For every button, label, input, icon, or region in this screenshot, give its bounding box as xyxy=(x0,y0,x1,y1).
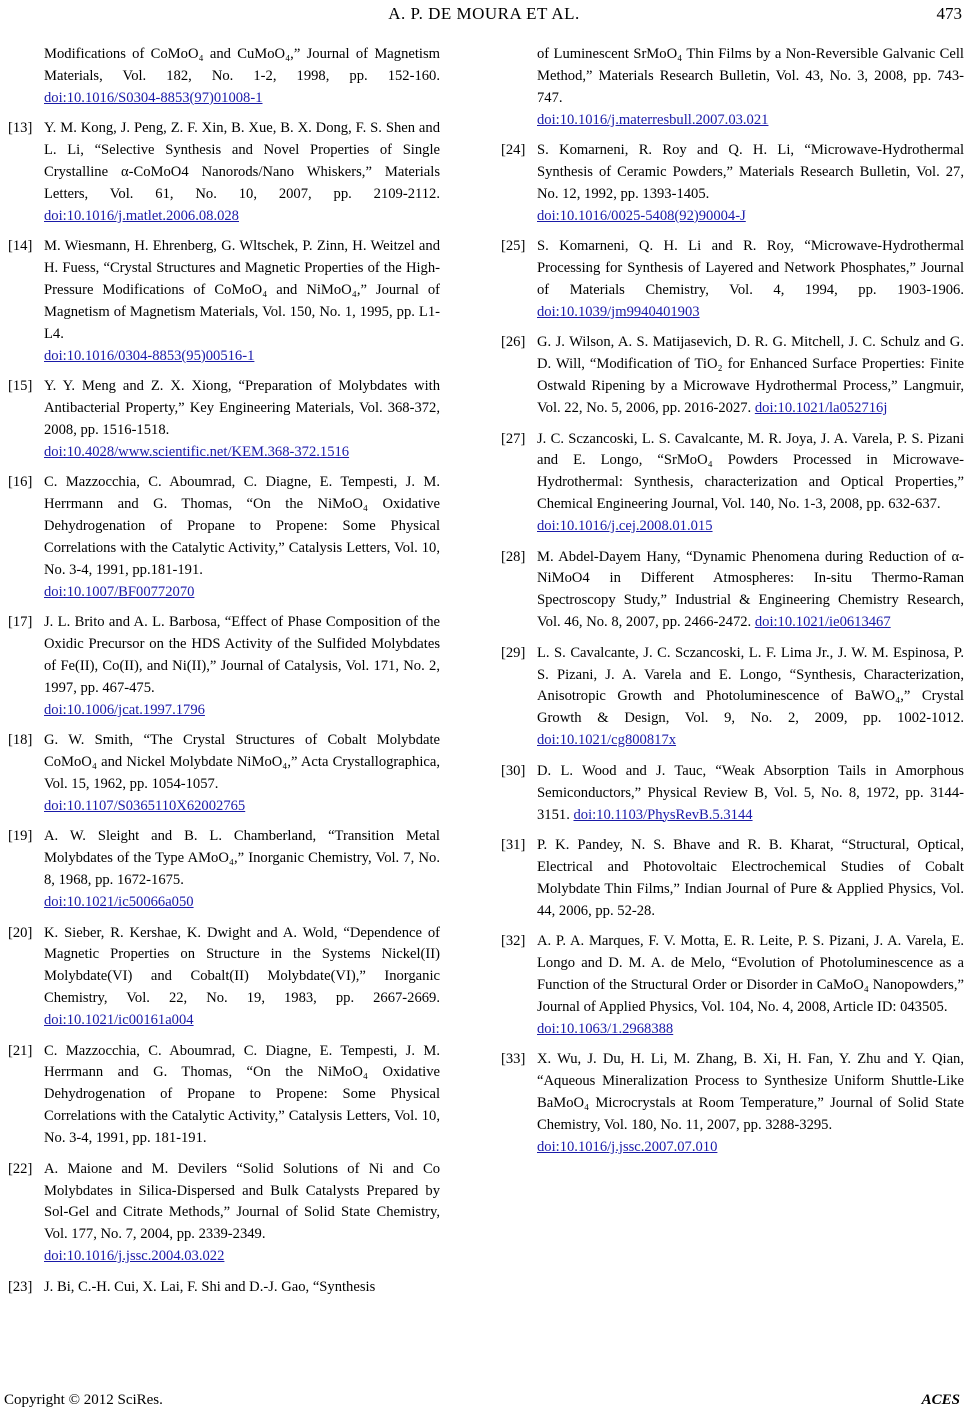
reference-entry xyxy=(8,44,440,110)
reference-number: [22] xyxy=(8,1160,33,1177)
reference-text: M. Abdel-Dayem Hany, “Dynamic Phenomena during Reduction of α-NiMoO4 in Different Atmospheres: In-situ Thermo-Raman Spectroscopy Study,” Industrial & Engineering Chemistry Research, Vol. 46, No. 8, 2007, pp. 2466-2472. xyxy=(537,548,964,631)
reference-entry xyxy=(501,44,964,132)
doi-link[interactable]: doi:10.1016/S0304-8853(97)01008-1 xyxy=(44,89,263,106)
reference-entry xyxy=(8,1159,440,1269)
reference-number: [32] xyxy=(501,933,526,950)
reference-number: [30] xyxy=(501,762,526,779)
reference-number: [15] xyxy=(8,378,33,395)
running-head: A. P. DE MOURA ET AL. xyxy=(388,4,580,23)
copyright-notice: Copyright © 2012 SciRes. xyxy=(4,1392,163,1408)
reference-entry xyxy=(501,236,964,324)
reference-text: A. Maione and M. Devilers “Solid Solutions of Ni and Co Molybdates in Silica-Dispersed and Bulk Catalysts Prepared by Sol-Gel and Citrate Methods,” Journal of Solid State Chemistry, Vol. 177, No. 7, 2004, pp. 2339-2349. xyxy=(44,1160,440,1243)
doi-link[interactable]: doi:10.1021/cg800817x xyxy=(537,732,677,749)
doi-link[interactable]: doi:10.1016/0025-5408(92)90004-J xyxy=(537,207,746,224)
reference-text: G. W. Smith, “The Crystal Structures of Cobalt Molybdate CoMoO₄ and Nickel Molybdate NiMoO₄,” Acta Crystallographica, Vol. 15, 1962, pp. 1054-1057. xyxy=(44,732,440,793)
page-number: 473 xyxy=(936,4,962,23)
reference-text: X. Wu, J. Du, H. Li, M. Zhang, B. Xi, H. Fan, Y. Zhu and Y. Qian, “Aqueous Mineralization Process to Synthesize Uniform Shuttle-Like BaMoO₄ Microcrystals at Room Temperature,” Journal of Solid State Chemistry, Vol. 180, No. 11, 2007, pp. 3288-3295. xyxy=(537,1051,964,1133)
journal-abbreviation: ACES xyxy=(921,1392,960,1408)
reference-number: [33] xyxy=(501,1051,526,1068)
reference-text: J. L. Brito and A. L. Barbosa, “Effect of Phase Composition of the Oxidic Precursor on the HDS Activity of the Sulfided Molybdates of Fe(II), Co(II), and Ni(II),” Journal of Catalysis, Vol. 171, No. 2, 1997, pp. 467-475. xyxy=(44,614,440,696)
reference-number: [18] xyxy=(8,732,33,749)
reference-entry xyxy=(501,547,964,635)
reference-entry xyxy=(8,118,440,228)
reference-entry xyxy=(501,643,964,753)
reference-text: S. Komarneni, Q. H. Li and R. Roy, “Microwave-Hydrothermal Processing for Synthesis of Layered and Network Phosphates,” Journal of Materials Chemistry, Vol. 4, 1994, pp. 1903-1906. xyxy=(537,238,964,299)
reference-number: [25] xyxy=(501,238,526,255)
reference-number: [31] xyxy=(501,836,526,853)
reference-entry xyxy=(501,1049,964,1159)
reference-entry xyxy=(8,1041,440,1151)
references-right-column xyxy=(501,44,964,1167)
reference-entry xyxy=(8,612,440,722)
doi-link[interactable]: doi:10.1006/jcat.1997.1796 xyxy=(44,701,205,718)
reference-text: Y. M. Kong, J. Peng, Z. F. Xin, B. Xue, B. X. Dong, F. S. Shen and L. Li, “Selective Synthesis and Novel Properties of Single Crystalline α-CoMoO4 Nanorods/Nano Whiskers,” Materials Letters, Vol. 61, No. 10, 2007, pp. 2109-2112. xyxy=(44,120,440,202)
doi-link[interactable]: doi:10.1039/jm9940401903 xyxy=(537,303,700,320)
doi-link[interactable]: doi:10.1103/PhysRevB.5.3144 xyxy=(573,806,753,823)
reference-text: J. Bi, C.-H. Cui, X. Lai, F. Shi and D.-J. Gao, “Synthesis xyxy=(44,1278,376,1295)
reference-text: C. Mazzocchia, C. Aboumrad, C. Diagne, E. Tempesti, J. M. Herrmann and G. Thomas, “On the NiMoO₄ Oxidative Dehydrogenation of Propane to Propene: Some Physical Correlations with the Catalytic Activity,” Catalysis Letters, Vol. 10, No. 3-4, 1991, pp.181-191. xyxy=(44,474,440,578)
reference-entry xyxy=(8,730,440,818)
reference-entry xyxy=(501,835,964,923)
reference-text: A. W. Sleight and B. L. Chamberland, “Transition Metal Molybdates of the Type AMoO₄,” Inorganic Chemistry, Vol. 7, No. 8, 1968, pp. 1672-1675. xyxy=(44,828,440,889)
reference-number: [27] xyxy=(501,430,526,447)
reference-entry xyxy=(501,140,964,228)
reference-number: [24] xyxy=(501,142,526,159)
reference-number: [16] xyxy=(8,474,33,491)
reference-entry xyxy=(501,429,964,539)
reference-text: A. P. A. Marques, F. V. Motta, E. R. Leite, P. S. Pizani, J. A. Varela, E. Longo and D. M. A. de Melo, “Evolution of Photoluminescence as a Function of the Structural Order or Disorder in CaMoO₄ Nanopowders,” Journal of Applied Physics, Vol. 104, No. 4, 2008, Article ID: 043505. xyxy=(537,933,964,1015)
reference-number: [28] xyxy=(501,548,526,565)
reference-entry xyxy=(8,923,440,1033)
reference-number: [23] xyxy=(8,1278,33,1295)
reference-text: Modifications of CoMoO₄ and CuMoO₄,” Journal of Magnetism Materials, Vol. 182, No. 1-2, 1998, pp. 152-160. xyxy=(44,46,440,84)
reference-text: M. Wiesmann, H. Ehrenberg, G. Wltschek, P. Zinn, H. Weitzel and H. Fuess, “Crystal Structures and Magnetic Properties of the High-Pressure Modifications of CoMoO₄ and NiMoO₄,” Journal of Magnetism of Magnetism Materials, Vol. 150, No. 1, 1995, pp. L1-L4. xyxy=(44,238,440,342)
doi-link[interactable]: doi:10.1063/1.2968388 xyxy=(537,1020,674,1037)
doi-link[interactable]: doi:10.1021/ic00161a004 xyxy=(44,1012,194,1029)
reference-number: [29] xyxy=(501,644,526,661)
reference-text: P. K. Pandey, N. S. Bhave and R. B. Kharat, “Structural, Optical, Electrical and Photovoltaic Electrochemical Studies of Cobalt Molybdate Thin Films,” Indian Journal of Pure & Applied Physics, Vol. 44, 2006, pp. 52-28. xyxy=(537,836,964,919)
reference-number: [20] xyxy=(8,924,33,941)
reference-number: [14] xyxy=(8,238,33,255)
doi-link[interactable]: doi:10.1021/ie0613467 xyxy=(754,614,891,631)
reference-text: J. C. Sczancoski, L. S. Cavalcante, M. R. Joya, J. A. Varela, P. S. Pizani and E. Longo, “SrMoO₄ Powders Processed in Microwave-Hydrothermal: Synthesis, characterization and Optical Properties,” Chemical Engineering Journal, Vol. 140, No. 1-3, 2008, pp. 632-637. xyxy=(537,430,964,513)
reference-entry xyxy=(8,1277,440,1299)
reference-number: [21] xyxy=(8,1042,33,1059)
doi-link[interactable]: doi:10.1016/j.matlet.2006.08.028 xyxy=(44,207,239,224)
doi-link[interactable]: doi:10.1107/S0365110X62002765 xyxy=(44,798,246,814)
reference-text: of Luminescent SrMoO₄ Thin Films by a Non-Reversible Galvanic Cell Method,” Materials Research Bulletin, Vol. 43, No. 3, 2008, pp. 743-747. xyxy=(537,46,964,106)
reference-entry xyxy=(8,376,440,464)
doi-link[interactable]: doi:10.1021/la052716j xyxy=(754,400,888,417)
doi-link[interactable]: doi:10.1007/BF00772070 xyxy=(44,583,195,600)
doi-link[interactable]: doi:10.1021/ic50066a050 xyxy=(44,894,194,911)
reference-text: D. L. Wood and J. Tauc, “Weak Absorption Tails in Amorphous Semiconductors,” Physical Review B, Vol. 5, No. 8, 1972, pp. 3144-3151. xyxy=(537,762,964,823)
doi-link[interactable]: doi:10.1016/j.cej.2008.01.015 xyxy=(537,518,713,535)
doi-link[interactable]: doi:10.1016/j.jssc.2004.03.022 xyxy=(44,1248,225,1265)
reference-number: [13] xyxy=(8,120,33,137)
reference-number: [19] xyxy=(8,828,33,845)
reference-entry xyxy=(501,761,964,827)
reference-text: K. Sieber, R. Kershae, K. Dwight and A. Wold, “Dependence of Magnetic Properties on Structure in the Systems Nickel(II) Molybdate(VI) and Cobalt(II) Molybdate(VI),” Inorganic Chemistry, Vol. 22, No. 19, 1983, pp. 2667-2669. xyxy=(44,924,440,1007)
reference-number: [17] xyxy=(8,614,33,631)
references-left-column xyxy=(8,44,440,1307)
reference-number: [26] xyxy=(501,334,526,351)
reference-entry xyxy=(8,472,440,603)
reference-text: C. Mazzocchia, C. Aboumrad, C. Diagne, E. Tempesti, J. M. Herrmann and G. Thomas, “On the NiMoO₄ Oxidative Dehydrogenation of Propane to Propene: Some Physical Correlations with the Catalytic Activity,” Catalysis Letters, Vol. 10, No. 3-4, 1991, pp. 181-191. xyxy=(44,1042,440,1147)
reference-text: Y. Y. Meng and Z. X. Xiong, “Preparation of Molybdates with Antibacterial Property,” Key Engineering Materials, Vol. 368-372, 2008, pp. 1516-1518. xyxy=(44,378,440,438)
doi-link[interactable]: doi:10.4028/www.scientific.net/KEM.368-372.1516 xyxy=(44,443,350,460)
reference-text: S. Komarneni, R. Roy and Q. H. Li, “Microwave-Hydrothermal Synthesis of Ceramic Powders,” Materials Research Bulletin, Vol. 27, No. 12, 1992, pp. 1393-1405. xyxy=(537,142,964,202)
reference-entry xyxy=(8,236,440,367)
page-header xyxy=(0,0,968,30)
reference-entry xyxy=(8,826,440,914)
doi-link[interactable]: doi:10.1016/j.jssc.2007.07.010 xyxy=(537,1138,718,1155)
doi-link[interactable]: doi:10.1016/0304-8853(95)00516-1 xyxy=(44,347,255,364)
reference-entry xyxy=(501,931,964,1041)
doi-link[interactable]: doi:10.1016/j.materresbull.2007.03.021 xyxy=(537,111,769,128)
reference-entry xyxy=(501,332,964,420)
reference-text: L. S. Cavalcante, J. C. Sczancoski, L. F. Lima Jr., J. W. M. Espinosa, P. S. Pizani, J. A. Varela and E. Longo, “Synthesis, Characterization, Anisotropic Growth and Photoluminescence of BaWO₄,” Crystal Growth & Design, Vol. 9, No. 2, 2009, pp. 1002-1012. xyxy=(537,644,964,727)
reference-text: G. J. Wilson, A. S. Matijasevich, D. R. G. Mitchell, J. C. Schulz and G. D. Will, “Modification of TiO₂ for Enhanced Surface Properties: Finite Ostwald Ripening by a Microwave Hydrothermal Process,” Langmuir, Vol. 22, No. 5, 2006, pp. 2016-2027. xyxy=(537,334,964,417)
